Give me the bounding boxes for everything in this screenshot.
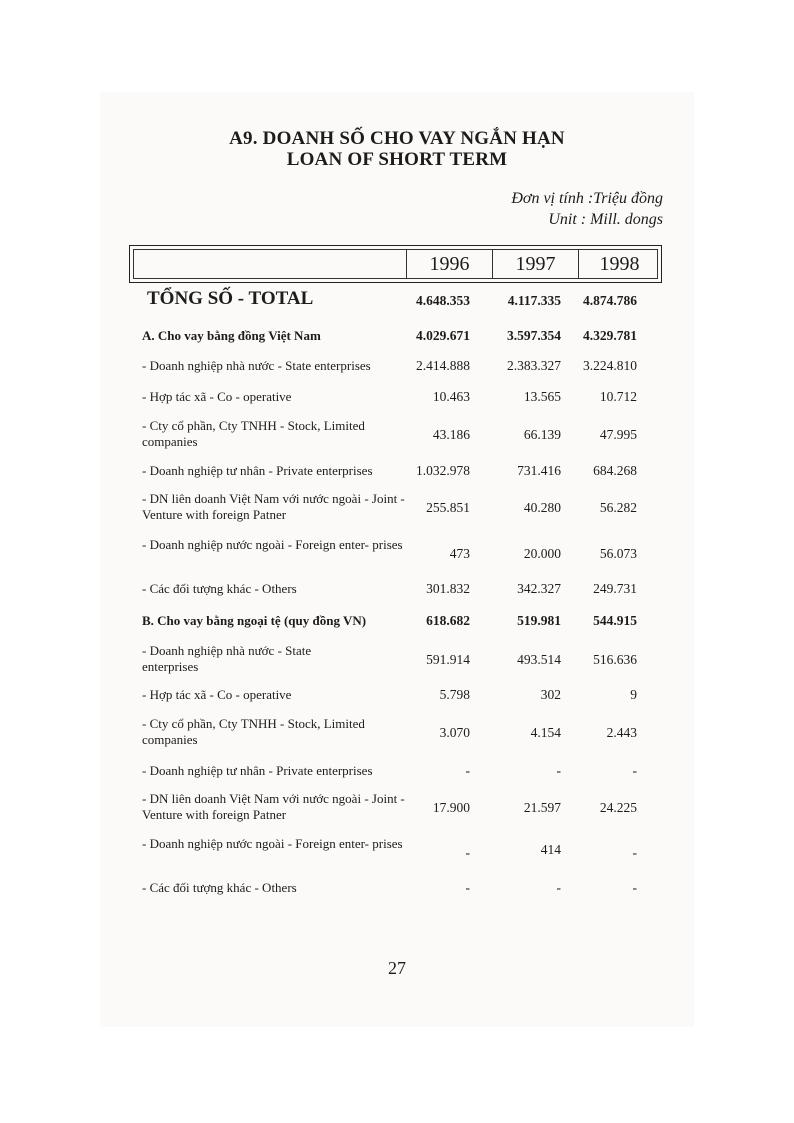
row-label: - Các đối tượng khác - Others	[142, 880, 297, 895]
value-1996: 43.186	[432, 427, 470, 442]
row-label: - Doanh nghiệp nhà nước - State enterprises	[142, 643, 312, 674]
year-1998: 1998	[578, 249, 660, 279]
row-label: - Các đối tượng khác - Others	[142, 581, 297, 596]
row-label: - Doanh nghiệp nước ngoài - Foreign enter- prises	[142, 836, 403, 851]
value-1998: 516.636	[593, 652, 637, 667]
year-header	[129, 245, 662, 283]
value-1996: 10.463	[432, 389, 470, 404]
value-1998: 249.731	[593, 581, 637, 596]
year-1996: 1996	[406, 249, 492, 279]
value-1996: 4.648.353	[416, 293, 470, 308]
row-label: - DN liên doanh Việt Nam với nước ngoài - Joint - Venture with foreign Patner	[142, 791, 405, 822]
value-1997: 66.139	[523, 427, 561, 442]
value-1996: 5.798	[439, 687, 470, 702]
value-1996: 3.070	[439, 725, 470, 740]
value-1998: -	[632, 763, 637, 778]
value-1998: 684.268	[593, 463, 637, 478]
value-1997: -	[556, 880, 561, 895]
row-label: - Doanh nghiệp nhà nước - State enterprises	[142, 358, 371, 373]
value-1996: 255.851	[426, 500, 470, 515]
value-1997: -	[556, 763, 561, 778]
value-1998: -	[632, 880, 637, 895]
value-1996: -	[465, 845, 470, 860]
value-1997: 302	[540, 687, 561, 702]
value-1998: 56.282	[599, 500, 637, 515]
row-label: - Hợp tác xã - Co - operative	[142, 389, 292, 404]
year-1997: 1997	[492, 249, 578, 279]
page-number: 27	[388, 958, 406, 978]
value-1998: 4.874.786	[583, 293, 637, 308]
value-1996: -	[465, 880, 470, 895]
value-1998: 3.224.810	[583, 358, 637, 373]
value-1997: 3.597.354	[507, 328, 561, 343]
row-label: - Doanh nghiệp tư nhân - Private enterprises	[142, 463, 373, 478]
row-label: - Cty cổ phần, Cty TNHH - Stock, Limited companies	[142, 418, 365, 449]
value-1998: 9	[630, 687, 637, 702]
value-1998: 4.329.781	[583, 328, 637, 343]
row-label: TỔNG SỐ - TOTAL	[147, 288, 314, 309]
value-1996: 473	[449, 546, 470, 561]
title-english: LOAN OF SHORT TERM	[286, 149, 508, 170]
row-label: A. Cho vay bằng đồng Việt Nam	[142, 328, 321, 343]
value-1996: 301.832	[426, 581, 470, 596]
value-1997: 731.416	[517, 463, 561, 478]
unit-english: Unit : Mill. dongs	[548, 211, 663, 228]
value-1997: 20.000	[523, 546, 561, 561]
row-label: - DN liên doanh Việt Nam với nước ngoài - Joint - Venture with foreign Patner	[142, 491, 405, 522]
value-1998: 544.915	[593, 613, 637, 628]
value-1996: 17.900	[432, 800, 470, 815]
row-label: - Doanh nghiệp tư nhân - Private enterprises	[142, 763, 373, 778]
value-1997: 21.597	[523, 800, 561, 815]
value-1998: 56.073	[599, 546, 637, 561]
value-1998: -	[632, 845, 637, 860]
value-1998: 47.995	[599, 427, 637, 442]
row-label: B. Cho vay bằng ngoại tệ (quy đồng VN)	[142, 613, 367, 628]
value-1997: 2.383.327	[507, 358, 561, 373]
value-1997: 414	[540, 842, 561, 857]
value-1997: 493.514	[517, 652, 561, 667]
value-1998: 2.443	[606, 725, 637, 740]
value-1997: 40.280	[523, 500, 561, 515]
value-1997: 342.327	[517, 581, 561, 596]
row-label: - Cty cổ phần, Cty TNHH - Stock, Limited companies	[142, 716, 365, 747]
value-1998: 24.225	[599, 800, 637, 815]
row-label: - Hợp tác xã - Co - operative	[142, 687, 292, 702]
value-1996: -	[465, 763, 470, 778]
unit-vietnamese: Đơn vị tính :Triệu đồng	[511, 190, 663, 207]
value-1998: 10.712	[599, 389, 637, 404]
value-1997: 13.565	[523, 389, 561, 404]
value-1996: 4.029.671	[416, 328, 470, 343]
value-1997: 4.154	[530, 725, 561, 740]
value-1996: 618.682	[426, 613, 470, 628]
row-label: - Doanh nghiệp nước ngoài - Foreign enter- prises	[142, 537, 403, 552]
value-1996: 1.032.978	[416, 463, 470, 478]
title-vietnamese: A9. DOANH SỐ CHO VAY NGẮN HẠN	[229, 128, 565, 149]
value-1997: 519.981	[517, 613, 561, 628]
value-1996: 591.914	[426, 652, 470, 667]
value-1996: 2.414.888	[416, 358, 470, 373]
value-1997: 4.117.335	[507, 293, 561, 308]
